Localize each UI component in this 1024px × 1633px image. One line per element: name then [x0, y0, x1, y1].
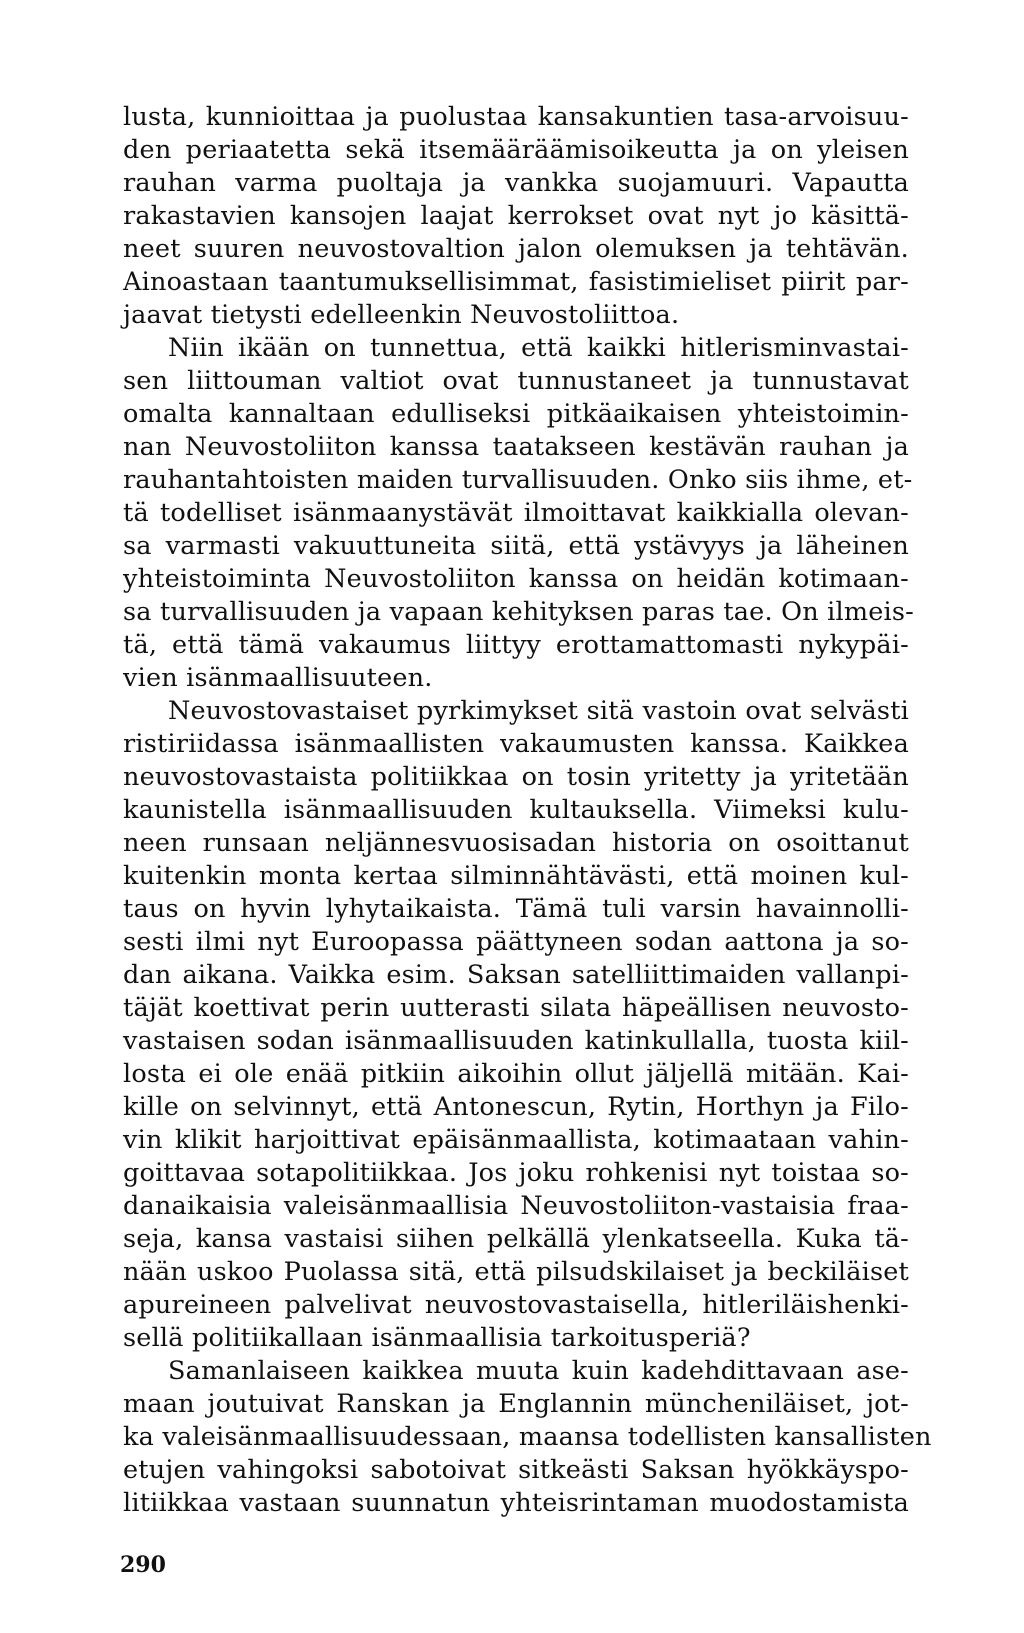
text-line: sellä politiikallaan isänmaallisia tarkoitusperiä?	[123, 1323, 751, 1353]
text-line: rauhantahtoisten maiden turvallisuuden. Onko siis ihme, et-	[123, 465, 913, 495]
text-line: vastaisen sodan isänmaallisuuden katinkullalla, tuosta kiil-	[123, 1026, 909, 1056]
text-line: dan aikana. Vaikka esim. Saksan satelliittimaiden vallanpi-	[123, 960, 909, 990]
text-line: yhteistoiminta Neuvostoliiton kanssa on heidän kotimaan-	[123, 564, 909, 594]
text-line: sa turvallisuuden ja vapaan kehityksen paras tae. On ilmeis-	[123, 597, 914, 627]
text-line: nan Neuvostoliiton kanssa taatakseen kestävän rauhan ja	[123, 432, 909, 462]
text-line: neet suuren neuvostovaltion jalon olemuksen ja tehtävän.	[123, 234, 909, 264]
text-line: rakastavien kansojen laajat kerrokset ovat nyt jo käsittä-	[123, 201, 909, 231]
text-line: ka valeisänmaallisuudessaan, maansa todellisten kansallisten	[123, 1422, 932, 1452]
text-line: den periaatetta sekä itsemääräämisoikeutta ja on yleisen	[123, 135, 909, 165]
text-line: maan joutuivat Ranskan ja Englannin müncheniläiset, jot-	[123, 1389, 909, 1419]
page-number: 290	[120, 1552, 166, 1578]
text-line: seja, kansa vastaisi siihen pelkällä ylenkatseella. Kuka tä-	[123, 1224, 909, 1254]
text-line: neuvostovastaista politiikkaa on tosin yritetty ja yritetään	[123, 762, 909, 792]
paragraph-first-line: Samanlaiseen kaikkea muuta kuin kadehdittavaan ase-	[168, 1356, 909, 1386]
text-line: omalta kannaltaan edulliseksi pitkäaikaisen yhteistoimin-	[123, 399, 909, 429]
text-line: kille on selvinnyt, että Antonescun, Rytin, Horthyn ja Filo-	[123, 1092, 909, 1122]
text-line: sen liittouman valtiot ovat tunnustaneet ja tunnustavat	[123, 366, 909, 396]
text-line: sa varmasti vakuuttuneita siitä, että ystävyys ja läheinen	[123, 531, 909, 561]
text-line: tä todelliset isänmaanystävät ilmoittavat kaikkialla olevan-	[123, 498, 909, 528]
text-line: vien isänmaallisuuteen.	[123, 663, 433, 693]
text-line: etujen vahingoksi sabotoivat sitkeästi Saksan hyökkäyspo-	[123, 1455, 909, 1485]
text-line: neen runsaan neljännesvuosisadan historia on osoittanut	[123, 828, 909, 858]
text-line: litiikkaa vastaan suunnatun yhteisrintaman muodostamista	[123, 1488, 909, 1518]
text-line: taus on hyvin lyhytaikaista. Tämä tuli varsin havainnolli-	[123, 894, 909, 924]
text-line: Ainoastaan taantumuksellisimmat, fasistimieliset piirit par-	[123, 267, 909, 297]
paragraph-first-line: Neuvostovastaiset pyrkimykset sitä vastoin ovat selvästi	[168, 696, 909, 726]
text-line: vin klikit harjoittivat epäisänmaallista, kotimaataan vahin-	[123, 1125, 909, 1155]
text-line: lusta, kunnioittaa ja puolustaa kansakuntien tasa-arvoisuu-	[123, 102, 909, 132]
text-line: ristiriidassa isänmaallisten vakaumusten kanssa. Kaikkea	[123, 729, 909, 759]
text-line: tä, että tämä vakaumus liittyy erottamattomasti nykypäi-	[123, 630, 909, 660]
text-line: kaunistella isänmaallisuuden kultauksella. Viimeksi kulu-	[123, 795, 909, 825]
text-line: danaikaisia valeisänmaallisia Neuvostoliiton-vastaisia fraa-	[123, 1191, 909, 1221]
text-line: täjät koettivat perin uutterasti silata häpeällisen neuvosto-	[123, 993, 909, 1023]
text-line: goittavaa sotapolitiikkaa. Jos joku rohkenisi nyt toistaa so-	[123, 1158, 909, 1188]
text-line: rauhan varma puoltaja ja vankka suojamuuri. Vapautta	[123, 168, 909, 198]
text-line: jaavat tietysti edelleenkin Neuvostoliittoa.	[123, 300, 680, 330]
text-line: kuitenkin monta kertaa silminnähtävästi, että moinen kul-	[123, 861, 909, 891]
paragraph-first-line: Niin ikään on tunnettua, että kaikki hitlerisminvastai-	[168, 333, 909, 363]
text-line: apureineen palvelivat neuvostovastaisella, hitleriläishenki-	[123, 1290, 909, 1320]
text-line: losta ei ole enää pitkiin aikoihin ollut jäljellä mitään. Kai-	[123, 1059, 909, 1089]
text-line: nään uskoo Puolassa sitä, että pilsudskilaiset ja beckiläiset	[123, 1257, 909, 1287]
text-line: sesti ilmi nyt Euroopassa päättyneen sodan aattona ja so-	[123, 927, 909, 957]
